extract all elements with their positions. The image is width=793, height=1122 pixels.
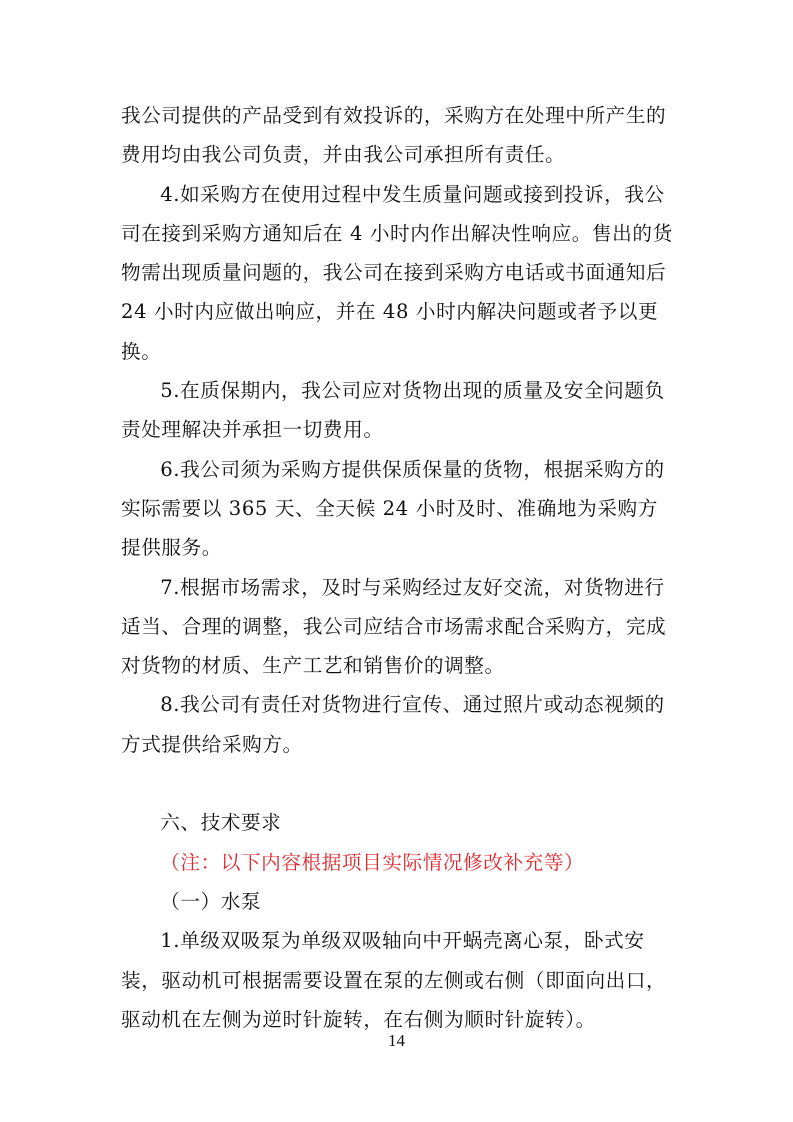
page-number: 14 [388,1031,405,1050]
blank-line [121,764,675,803]
paragraph-complaint-costs: 我公司提供的产品受到有效投诉的，采购方在处理中所产生的费用均由我公司负责，并由我公司承担所有责任。 [121,104,667,167]
paragraph-pump-item-1: 1.单级双吸泵为单级双吸轴向中开蜗壳离心泵，卧式安装，驱动机可根据需要设置在泵的左侧或右侧（即面向出口，驱动机在左侧为逆时针旋转，在右侧为顺时针旋转）。 [121,929,667,1031]
paragraph-item-6: 6.我公司须为采购方提供保质保量的货物，根据采购方的实际需要以 365 天、全天候 24 小时及时、准确地为采购方提供服务。 [121,457,665,560]
section-heading: 六、技术要求 [160,811,282,835]
paragraph-item-8: 8.我公司有责任对货物进行宣传、通过照片或动态视频的方式提供给采购方。 [121,693,665,756]
paragraph-item-7: 7.根据市场需求，及时与采购经过友好交流，对货物进行适当、合理的调整，我公司应结合市场需求配合采购方，完成对货物的材质、生产工艺和销售价的调整。 [121,575,667,678]
document-body [121,96,675,1039]
paragraph-item-5: 5.在质保期内，我公司应对货物出现的质量及安全问题负责处理解决并承担一切费用。 [121,379,665,442]
subsection-heading: （一）水泵 [160,889,262,913]
editor-note: （注：以下内容根据项目实际情况修改补充等） [160,850,585,874]
paragraph-item-4: 4.如采购方在使用过程中发生质量问题或接到投诉，我公司在接到采购方通知后在 4 小时内作出解决性响应。售出的货物需出现质量问题的，我公司在接到采购方电话或书面通知后 24 小时内应做出响应，并在 48 小时内解决问题或者予以更换。 [121,182,673,363]
